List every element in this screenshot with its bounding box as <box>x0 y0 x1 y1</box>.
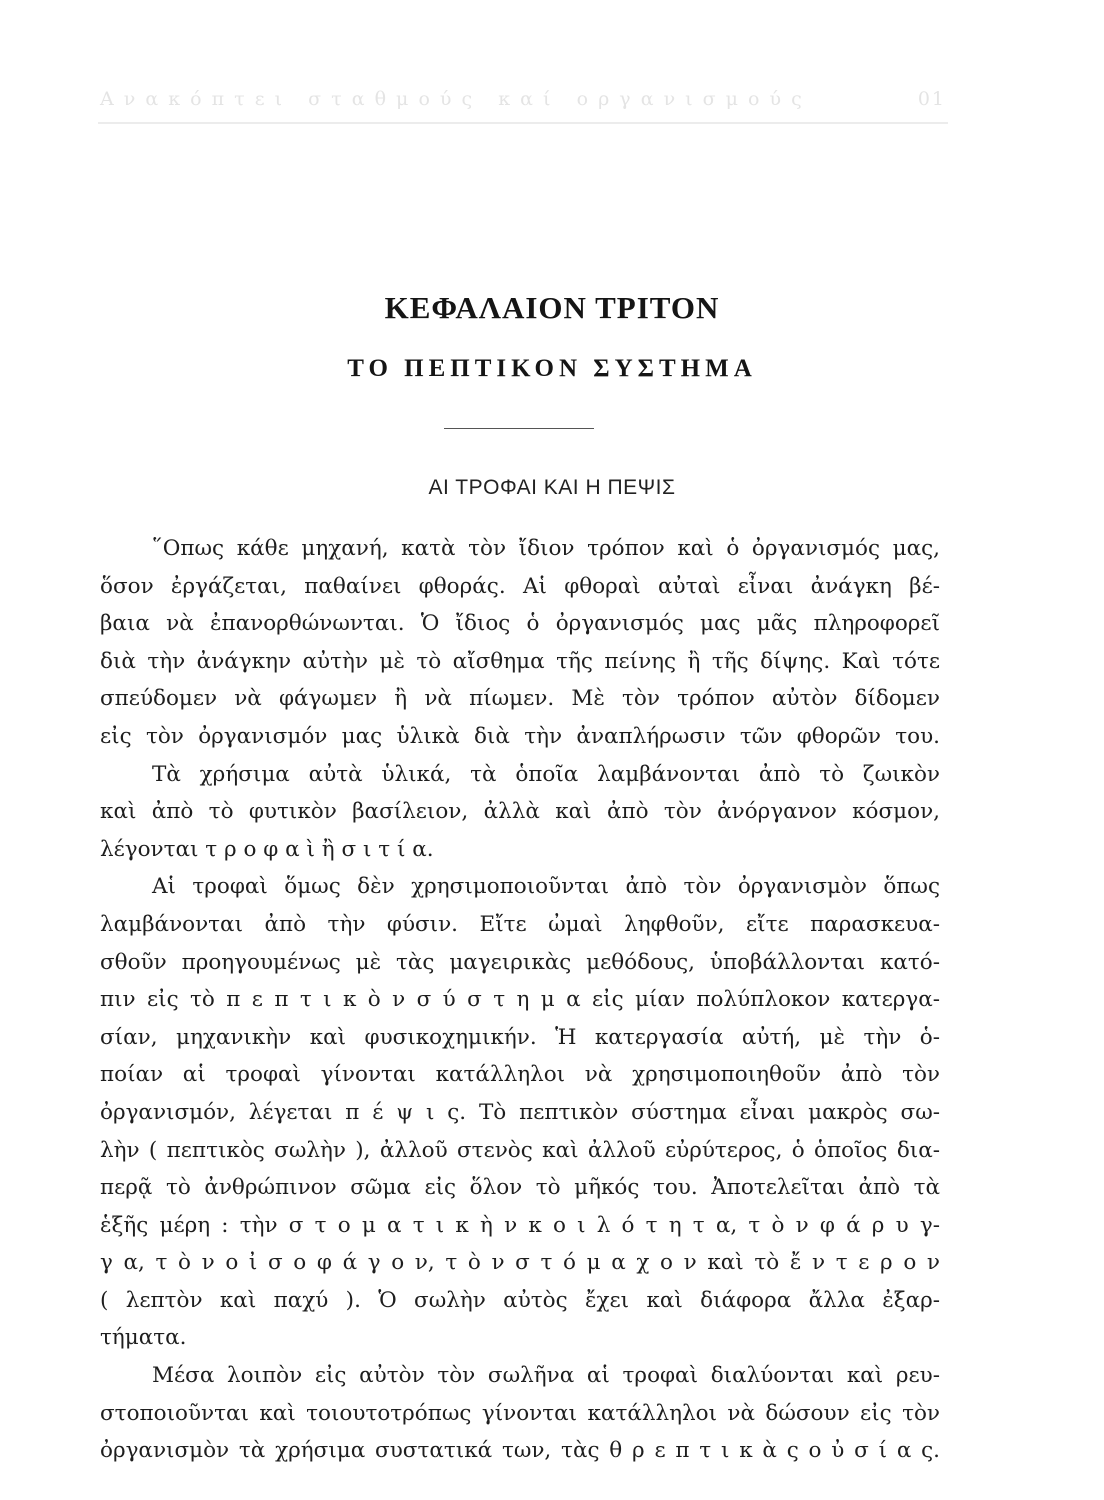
text-line: περᾷ τὸ ἀνθρώπινον σῶμα εἰς ὅλον τὸ μῆκός του. Ἀποτελεῖται ἀπὸ τὰ <box>100 1175 940 1201</box>
text-line: λὴν ( πεπτικὸς σωλὴν ), ἀλλοῦ στενὸς καὶ ἀλλοῦ εὐρύτερος, ὁ ὁποῖος δια- <box>100 1137 940 1163</box>
text-line: ἑξῆς μέρη : τὴν σ τ ο μ α τ ι κ ὴ ν κ ο ι λ ό τ η τ α, τ ὸ ν φ ά ρ υ γ- <box>100 1212 940 1238</box>
bleed-through-header: Α ν α κ ό π τ ε ι σ τ α θ μ ο ύ ς κ α ί ο ρ γ α ν ι σ μ ο ύ ς 01 <box>100 88 946 110</box>
text-line: πιν εἰς τὸ π ε π τ ι κ ὸ ν σ ύ σ τ η μ α εἰς μίαν πολύπλοκον κατεργα- <box>100 987 940 1013</box>
text-line: σίαν, μηχανικὴν καὶ φυσικοχημικήν. Ἡ κατεργασία αὐτή, μὲ τὴν ὁ- <box>100 1024 940 1050</box>
text-line: λέγονται τ ρ ο φ α ὶ ἢ σ ι τ ί α. <box>100 836 434 862</box>
text-line: στοποιοῦνται καὶ τοιουτοτρόπως γίνονται κατάλληλοι νὰ δώσουν εἰς τὸν <box>100 1400 940 1426</box>
chapter-title: ΚΕΦΑΛΑΙΟΝ ΤΡΙΤΟΝ <box>384 290 720 325</box>
text-line: ὅσον ἐργάζεται, παθαίνει φθοράς. Αἱ φθοραὶ αὐταὶ εἶναι ἀνάγκη βέ- <box>100 573 940 599</box>
text-line: ὀργανισμὸν τὰ χρήσιμα συστατικά των, τὰς θ ρ ε π τ ι κ ὰ ς ο ὐ σ ί α ς. <box>100 1438 940 1464</box>
bleed-through-rule <box>98 122 948 124</box>
text-line: εἰς τὸν ὀργανισμόν μας ὑλικὰ διὰ τὴν ἀναπλήρωσιν τῶν φθορῶν του. <box>100 723 940 749</box>
text-line: ῞Οπως κάθε μηχανή, κατὰ τὸν ἴδιον τρόπον καὶ ὁ ὀργανισμός μας, <box>152 536 940 561</box>
text-line: διὰ τὴν ἀνάγκην αὐτὴν μὲ τὸ αἴσθημα τῆς πείνης ἢ τῆς δίψης. Καὶ τότε <box>100 648 940 674</box>
title-divider <box>444 428 594 429</box>
text-line: καὶ ἀπὸ τὸ φυτικὸν βασίλειον, ἀλλὰ καὶ ἀπὸ τὸν ἀνόργανον κόσμον, <box>100 799 940 825</box>
text-line: τήματα. <box>100 1325 187 1351</box>
text-line: Μέσα λοιπὸν εἰς αὐτὸν τὸν σωλῆνα αἱ τροφαὶ διαλύονται καὶ ρευ- <box>152 1363 940 1389</box>
text-line: Τὰ χρήσιμα αὐτὰ ὑλικά, τὰ ὁποῖα λαμβάνονται ἀπὸ τὸ ζωικὸν <box>152 761 940 787</box>
text-line: σθοῦν προηγουμένως μὲ τὰς μαγειρικὰς μεθόδους, ὑποβάλλονται κατό- <box>100 949 940 975</box>
subsection-title: ΑΙ ΤΡΟΦΑΙ ΚΑΙ Η ΠΕΨΙΣ <box>428 476 676 499</box>
text-line: λαμβάνονται ἀπὸ τὴν φύσιν. Εἴτε ὠμαὶ ληφθοῦν, εἴτε παρασκευα- <box>100 911 940 937</box>
body-text <box>100 530 940 1470</box>
section-title: ΤΟ ΠΕΠΤΙΚΟΝ ΣΥΣΤΗΜΑ <box>347 355 757 382</box>
text-line: ( λεπτὸν καὶ παχύ ). Ὁ σωλὴν αὐτὸς ἔχει καὶ διάφορα ἄλλα ἐξαρ- <box>100 1287 940 1313</box>
text-line: γ α, τ ὸ ν ο ἰ σ ο φ ά γ ο ν, τ ὸ ν σ τ ό μ α χ ο ν καὶ τὸ ἔ ν τ ε ρ ο ν <box>100 1250 940 1276</box>
text-line: ὀργανισμόν, λέγεται π έ ψ ι ς. Τὸ πεπτικὸν σύστημα εἶναι μακρὸς σω- <box>100 1099 940 1125</box>
text-line: ποίαν αἱ τροφαὶ γίνονται κατάλληλοι νὰ χρησιμοποιηθοῦν ἀπὸ τὸν <box>100 1062 940 1088</box>
text-line: βαια νὰ ἐπανορθώνωνται. Ὁ ἴδιος ὁ ὀργανισμός μας μᾶς πληροφορεῖ <box>100 611 940 637</box>
text-line: σπεύδομεν νὰ φάγωμεν ἢ νὰ πίωμεν. Μὲ τὸν τρόπον αὐτὸν δίδομεν <box>100 686 940 712</box>
text-line: Αἱ τροφαὶ ὅμως δὲν χρησιμοποιοῦνται ἀπὸ τὸν ὀργανισμὸν ὅπως <box>152 874 940 900</box>
